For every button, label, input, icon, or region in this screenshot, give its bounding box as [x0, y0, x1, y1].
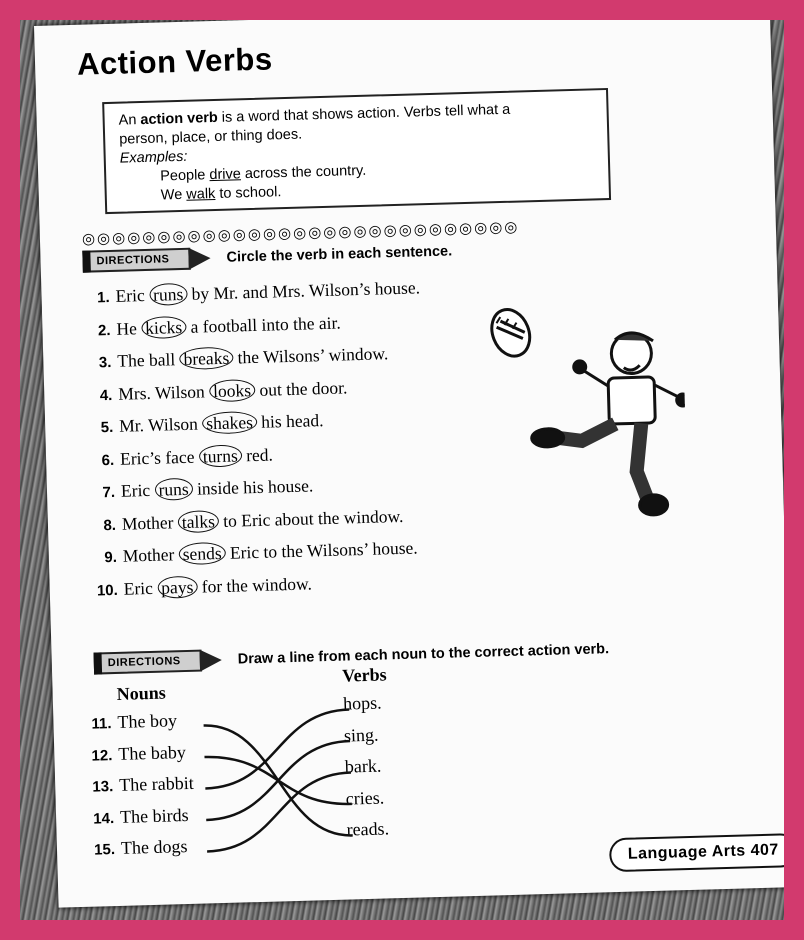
sentence-number: 9. — [104, 548, 118, 567]
sentence-text: Eric — [115, 284, 150, 306]
page-title: Action Verbs — [76, 41, 273, 82]
noun-number: 11. — [91, 715, 112, 733]
sentence-number: 2. — [97, 321, 111, 339]
noun-text: The boy — [117, 710, 178, 732]
sentence-text: Eric — [120, 479, 155, 501]
sentence-text: Eric’s face — [119, 446, 200, 469]
sentence-text: out the door. — [254, 376, 348, 400]
directions-label: DIRECTIONS — [94, 650, 203, 675]
matching-lines — [34, 20, 784, 908]
circled-verb: talks — [177, 510, 219, 533]
noun-text: The rabbit — [118, 772, 194, 795]
sentence-text: He — [116, 317, 142, 339]
examples-label: Examples: — [119, 148, 188, 167]
noun-text: The baby — [118, 741, 187, 764]
noun-number: 12. — [91, 746, 113, 765]
directions-1-text: Circle the verb in each sentence. — [226, 243, 453, 266]
sentence-number: 10. — [96, 581, 119, 599]
noun-text: The birds — [119, 804, 189, 827]
worksheet-page — [34, 20, 784, 908]
footer-badge: Language Arts 407 — [609, 833, 784, 872]
sentence-text: his head. — [256, 410, 324, 432]
nouns-header: Nouns — [116, 682, 166, 704]
example-1: People drive across the country. — [160, 162, 367, 185]
definition-line-2: person, place, or thing does. — [118, 126, 303, 148]
noun-text: The dogs — [120, 836, 188, 858]
sentence-number: 7. — [102, 483, 116, 502]
sentence-text: Eric — [123, 577, 158, 599]
verb-item: reads. — [346, 818, 390, 840]
sentence-number: 1. — [96, 288, 110, 307]
verb-item: cries. — [345, 787, 385, 809]
sentence-text: by Mr. and Mrs. Wilson’s house. — [186, 277, 421, 304]
sentence-text: Mrs. Wilson — [118, 380, 210, 404]
sentence-text: for the window. — [197, 572, 313, 597]
noun-number: 14. — [93, 809, 115, 828]
verb-item: bark. — [344, 755, 382, 777]
example-2: We walk to school. — [160, 184, 282, 204]
dot-divider: ◎◎◎◎◎◎◎◎◎◎◎◎◎◎◎◎◎◎◎◎◎◎◎◎◎◎◎◎◎ — [81, 219, 520, 248]
match-line — [204, 741, 352, 820]
directions-label: DIRECTIONS — [82, 248, 191, 273]
sentence-text: inside his house. — [192, 475, 314, 499]
circled-verb: runs — [154, 478, 193, 501]
circled-verb: runs — [149, 283, 188, 306]
verb-item: hops. — [342, 692, 382, 714]
sentence-number: 5. — [100, 418, 114, 437]
directions-2-text: Draw a line from each noun to the correct action verb. — [237, 641, 610, 668]
sentence-number: 8. — [103, 516, 117, 534]
sentence-text: Mr. Wilson — [118, 413, 203, 436]
noun-number: 15. — [93, 841, 116, 859]
sentence-text: a football into the air. — [185, 312, 341, 337]
definition-term: action verb — [140, 109, 218, 129]
verbs-header: Verbs — [341, 664, 387, 686]
sentence-text: to Eric about the window. — [218, 505, 404, 531]
sentence-number: 3. — [98, 353, 112, 372]
sentence-number: 4. — [99, 386, 113, 404]
sentence-text: Eric to the Wilsons’ house. — [225, 537, 418, 563]
sentence-text: red. — [241, 444, 274, 465]
sentence-text: Mother — [121, 511, 179, 534]
circled-verb: breaks — [179, 347, 233, 370]
circled-verb: looks — [209, 378, 256, 401]
circled-verb: sends — [178, 542, 225, 565]
circled-verb: shakes — [202, 411, 257, 435]
circled-verb: pays — [157, 575, 198, 598]
circled-verb: kicks — [141, 315, 187, 338]
definition-line-1: An action verb is a word that shows action. Verbs tell what a — [118, 101, 511, 129]
photo-frame — [20, 20, 784, 920]
sentence-text: The ball — [117, 349, 180, 371]
sentence-number: 6. — [101, 451, 115, 469]
noun-number: 13. — [92, 778, 114, 796]
circled-verb: turns — [198, 444, 242, 467]
sentence-text: the Wilsons’ window. — [232, 343, 389, 368]
sentence-text: Mother — [122, 544, 179, 566]
verb-item: sing. — [343, 724, 379, 746]
